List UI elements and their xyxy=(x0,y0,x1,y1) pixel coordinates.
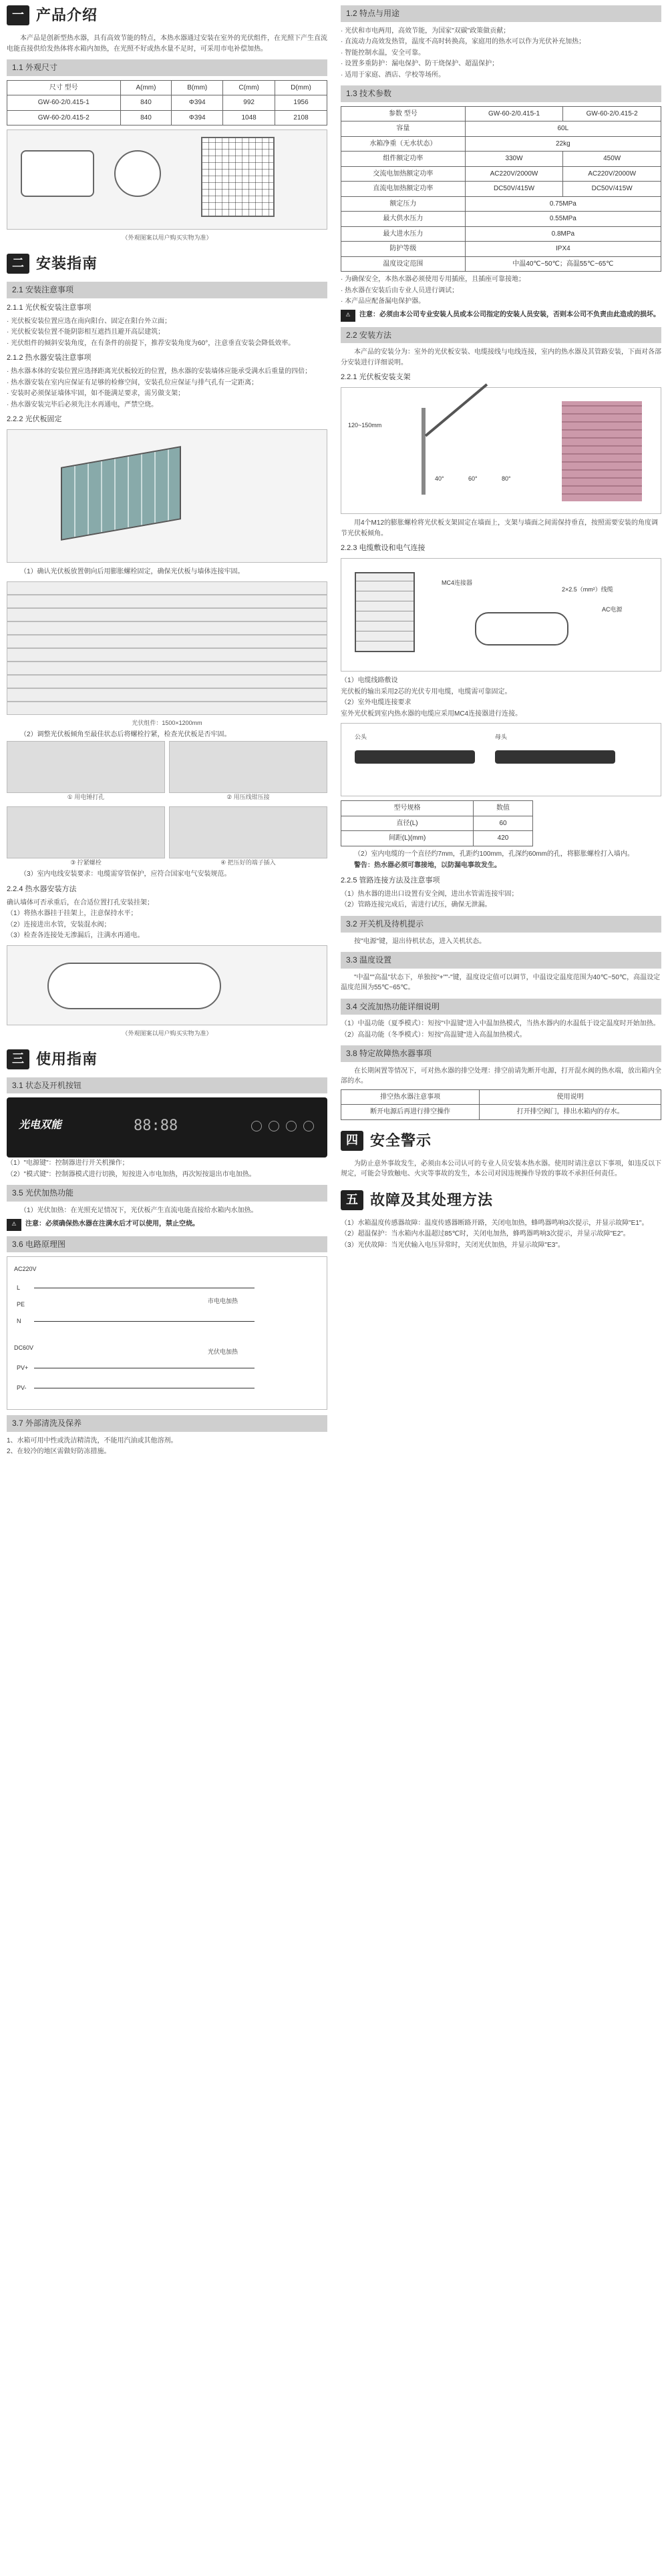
step-photo xyxy=(169,741,327,793)
list-item: （3）光伏故障：当光伏输入电压异常时，关闭光伏加热，并显示故障"E3"。 xyxy=(341,1241,564,1249)
section-2-1-1: 2.1.1 光伏板安装注意事项 xyxy=(7,303,92,312)
list-item: · 设置多重防护：漏电保护、防干烧保护、超温保护； xyxy=(341,60,499,68)
spec-table xyxy=(341,106,661,272)
table-row: 组件额定功率 330W 450W xyxy=(341,152,661,167)
pv-install-notes xyxy=(7,316,327,349)
connector-male-photo xyxy=(355,750,475,764)
section-1-3: 1.3 技术参数 xyxy=(341,85,661,102)
table-header: 排空热水器注意事项 xyxy=(341,1089,480,1105)
section-3-4: 3.4 交流加热功能详细说明 xyxy=(341,999,661,1015)
figure-caption: （外观图案以用户购买实物为准） xyxy=(122,1029,212,1037)
minus-button[interactable] xyxy=(303,1121,314,1131)
table-header: 型号规格 xyxy=(341,801,474,816)
list-item: （2）超温保护：当水箱内水温超过85℃时，关闭电加热，蜂鸣器鸣响3次提示，并显示故障"E2"。 xyxy=(341,1230,630,1238)
step-photo xyxy=(7,741,165,793)
ac-heat-notes xyxy=(341,1019,661,1040)
table-row: 额定压力 0.75MPa xyxy=(341,196,661,212)
indoor-cable-text: （3）室内电线安装要求：电缆需穿管保护，应符合国家电气安装规范。 xyxy=(20,870,231,878)
table-header: C(mm) xyxy=(223,80,275,95)
table-row: 断开电源后再进行排空操作 打开排空阀门，排出水箱内的存水。 xyxy=(341,1105,661,1120)
list-item: · 光伏和市电两用，高效节能，为国家"双碳"政策做贡献； xyxy=(341,27,510,35)
panel-angle-line xyxy=(425,384,488,437)
list-item: · 光伏板安装位置应选在南向阳台、固定在阳台外立面； xyxy=(7,317,172,325)
section-1-1: 1.1 外观尺寸 xyxy=(7,59,327,76)
dimension-table xyxy=(7,80,327,126)
list-item: · 热水器本体的安装位置应选择距离光伏板较近的位置，热水器的安装墙体应能承受满水后重量的四倍； xyxy=(7,368,312,376)
table-header: GW-60-2/0.415-2 xyxy=(563,106,661,121)
table-row: 温度设定范围 中温40℃~50℃；高温55℃~65℃ xyxy=(341,256,661,272)
table-row: 间距(L)(mm) 420 xyxy=(341,831,533,846)
section-three-icon: 三 xyxy=(7,1049,29,1069)
list-item: · 本产品应配备漏电保护器。 xyxy=(341,298,426,306)
table-row: 最大进水压力 0.8MPa xyxy=(341,226,661,242)
panel-brand: 光电双能 xyxy=(19,1119,62,1131)
pv-grid-figure xyxy=(7,581,327,715)
table-header: A(mm) xyxy=(120,80,172,95)
drain-text: 在长期闲置等情况下，可对热水器的排空处理：排空前请先断开电源，打开混水阀的热水端，放出箱内全部的水。 xyxy=(341,1067,661,1085)
warning-box: ⚠ 注意：必须由本公司专业安装人员或本公司指定的安装人员安装，否则本公司不负责由此造成的损坏。 xyxy=(341,310,661,322)
section-3-1: 3.1 状态及开机按钮 xyxy=(7,1077,327,1094)
table-header: 使用说明 xyxy=(480,1089,661,1105)
safety-title: 四 安全警示 xyxy=(341,1129,661,1152)
step-caption: ② 用压线钳压接 xyxy=(226,794,270,801)
pv-panel-drawing xyxy=(355,572,415,652)
ground-warning: 警告：热水器必须可靠接地，以防漏电事故发生。 xyxy=(354,862,501,870)
pipe-notes xyxy=(341,889,661,911)
section-2-2-5: 2.2.5 管路连接方法及注意事项 xyxy=(341,876,440,884)
right-column xyxy=(341,0,661,1251)
pv-adjust-text: （2）调整光伏板倾角至最佳状态后将螺栓拧紧，检查光伏板是否牢固。 xyxy=(20,730,231,738)
table-header: D(mm) xyxy=(275,80,327,95)
warning-icon: ⚠ xyxy=(341,310,355,322)
table-row: GW-60-2/0.415-2 840 Φ394 1048 2108 xyxy=(7,110,327,125)
temp-text: "中温""高温"状态下，单独按"+""-"键，温度设定值可以调节，中温设定温度范围为40℃~50℃，高温设定温度范围为55℃~65℃。 xyxy=(341,973,661,992)
warning-box: ⚠ 注意：必须确保热水器在注满水后才可以使用，禁止空烧。 xyxy=(7,1219,327,1231)
table-header: 数值 xyxy=(474,801,533,816)
list-item: 光伏板的输出采用2芯的光伏专用电缆，电缆需可靠固定。 xyxy=(341,688,512,696)
list-item: 2、在较冷的地区需做好防冻措施。 xyxy=(7,1448,111,1456)
plus-button[interactable] xyxy=(286,1121,297,1131)
step-photo xyxy=(7,806,165,858)
section-2-2: 2.2 安装方法 xyxy=(341,327,661,344)
install-method-text: 本产品的安装分为：室外的光伏板安装、电缆接线与电线连接，室内的热水器及其管路安装，下面对各部分安装进行详细说明。 xyxy=(341,348,661,366)
dimension-figure xyxy=(7,130,327,230)
table-header: 参数 型号 xyxy=(341,106,466,121)
section-3-5: 3.5 光伏加热功能 xyxy=(7,1185,327,1202)
section-2-1-2: 2.1.2 热水器安装注意事项 xyxy=(7,354,92,362)
list-item: 室外光伏板到室内热水器的电缆应采用MC4连接器进行连接。 xyxy=(341,710,522,718)
mode-button[interactable] xyxy=(269,1121,279,1131)
heater-drawing xyxy=(47,963,221,1009)
heater-figure xyxy=(7,945,327,1025)
section-2-2-3: 2.2.3 电缆敷设和电气连接 xyxy=(341,544,426,553)
section-2-2-1: 2.2.1 光伏板安装支架 xyxy=(341,373,411,382)
wiring-figure: MC4连接器 2×2.5（mm²）线缆 AC电源 xyxy=(341,558,661,672)
table-header: B(mm) xyxy=(172,80,223,95)
section-2-1: 2.1 安装注意事项 xyxy=(7,282,327,298)
pv-heat-text: （1）光伏加热：在光照充足情况下，光伏板产生直流电能直接给水箱内水加热。 xyxy=(20,1207,258,1215)
section-3-8: 3.8 特定故障热水器事项 xyxy=(341,1045,661,1062)
heater-install-steps xyxy=(7,898,327,941)
list-item: · 智能控制水温，安全可靠。 xyxy=(341,49,426,57)
section-3-7: 3.7 外部清洗及保养 xyxy=(7,1415,327,1432)
list-item: · 热水器在安装后由专业人员进行调试； xyxy=(341,286,459,294)
list-item: 1、水箱可用中性或洗洁精清洗，不能用汽油或其他溶剂。 xyxy=(7,1437,178,1445)
table-row: 水箱净重（无水状态） 22kg xyxy=(341,136,661,152)
section-3-3: 3.3 温度设置 xyxy=(341,952,661,969)
circuit-diagram: AC220V L PE N DC60V PV+ PV- 光伏电加热 市电电加热 xyxy=(7,1256,327,1410)
list-item: · 光伏板安装位置不能阴影相互遮挡且避开高层建筑； xyxy=(7,328,165,336)
step-caption: ① 用电锤打孔 xyxy=(67,794,105,801)
table-row: 交流电加热额定功率 AC220V/2000W AC220V/2000W xyxy=(341,166,661,182)
maintenance-notes xyxy=(7,1436,327,1457)
indoor-text: （2）室内电缆的一个直径约7mm，孔距约100mm，孔深约60mm的孔，将膨胀螺栓打入墙内。 xyxy=(354,850,634,858)
section-3-2: 3.2 开关机及待机提示 xyxy=(341,916,661,933)
step-caption: ④ 把压好的端子插入 xyxy=(220,859,276,866)
list-item: （2）室外电缆连接要求 xyxy=(341,699,411,707)
list-item: · 热水器安装在室内应保证有足够的检修空间，安装孔位应保证与排气孔有一定距离； xyxy=(7,378,259,387)
table-header: GW-60-2/0.415-1 xyxy=(465,106,563,121)
control-panel xyxy=(7,1097,327,1157)
bracket-text: 用4个M12的膨胀螺栓将光伏板支架固定在墙面上，支架与墙面之间需保持垂直，按照需要安装的角度调节光伏板倾角。 xyxy=(341,519,659,537)
install-steps xyxy=(7,741,327,868)
list-item: （2）管路连接完成后，需进行试压，确保无泄漏。 xyxy=(341,901,492,909)
grid-caption: 光伏组件：1500×1200mm xyxy=(132,719,202,726)
heater-install-notes xyxy=(7,366,327,410)
section-3-6: 3.6 电路原理图 xyxy=(7,1236,327,1253)
section-two-icon: 二 xyxy=(7,254,29,274)
install-title: 二 安装指南 xyxy=(7,252,327,275)
list-item: （3）检查各连接处无渗漏后，注满水再通电。 xyxy=(7,932,144,940)
table-row: 直径(L) 60 xyxy=(341,816,533,831)
warning-icon: ⚠ xyxy=(7,1219,21,1231)
section-1-2: 1.2 特点与用途 xyxy=(341,5,661,22)
heater-front-drawing xyxy=(21,150,94,197)
panel-notes xyxy=(7,1158,327,1180)
table-header: 尺寸 型号 xyxy=(7,80,121,95)
list-item: （2）连接进出水管，安装混水阀； xyxy=(7,921,111,929)
list-item: · 光伏组件的倾斜安装角度，在有条件的前提下，推荐安装角度为60°，注意垂直安装会降低效率。 xyxy=(7,339,295,347)
usage-title: 三 使用指南 xyxy=(7,1048,327,1071)
section-2-2-4: 2.2.4 热水器安装方法 xyxy=(7,884,77,893)
step-photo xyxy=(169,806,327,858)
figure-caption: （外观图案以用户购买实物为准） xyxy=(122,234,212,242)
spec-notes xyxy=(341,274,661,307)
table-row: 直流电加热额定功率 DC50V/415W DC50V/415W xyxy=(341,182,661,197)
table-row: 防护等级 IPX4 xyxy=(341,242,661,257)
pv-mount-text: （1）确认光伏板放置朝向后用膨胀螺栓固定，确保光伏板与墙体连接牢固。 xyxy=(20,568,244,576)
list-item: （1）水箱温度传感器故障：温度传感器断路开路，关闭电加热，蜂鸣器鸣响3次提示，并显示故障"E1"。 xyxy=(341,1219,649,1227)
hole-spec-table xyxy=(341,800,533,846)
section-one-icon: 一 xyxy=(7,5,29,25)
list-item: · 适用于家庭、酒店、学校等场所。 xyxy=(341,71,446,79)
list-item: · 热水器安装完毕后必须先注水再通电，严禁空烧。 xyxy=(7,401,158,409)
pv-mount-figure xyxy=(7,429,327,563)
intro-text: 本产品是创新型热水器，具有高效节能的特点，本热水器通过安装在室外的光伏组件，在光照下产生直流电能直接供给发热体将水箱内加热，在光照不好或热水量不足时，可采用市电补偿加热。 xyxy=(7,35,327,53)
fault-list xyxy=(341,1218,661,1251)
list-item: （2）"模式键"：控制器模式进行切换，短按进入市电加热，再次短按退出市电加热。 xyxy=(7,1170,256,1178)
product-title: 一 产品介绍 xyxy=(7,4,327,27)
section-five-icon: 五 xyxy=(341,1190,363,1210)
list-item: （1）"电源键"：控制器进行开关机操作； xyxy=(7,1160,129,1168)
pv-panel-photo xyxy=(61,447,181,541)
wire xyxy=(34,1321,255,1322)
brick-wall xyxy=(562,401,642,501)
left-column xyxy=(7,0,327,1458)
table-row: GW-60-2/0.415-1 840 Φ394 992 1956 xyxy=(7,95,327,111)
list-item: （1）热水器的进出口设置有安全阀，进出水管需连接牢固； xyxy=(341,890,518,898)
table-row: 容量 60L xyxy=(341,121,661,137)
list-item: （1）中温功能（夏季模式）：短按"中温键"进入中温加热模式，当热水器内的水温低于设定温度时开始加热。 xyxy=(341,1020,660,1028)
safety-text: 为防止意外事故发生，必须由本公司认可的专业人员安装本热水器。使用时请注意以下事项，如违反以下规定，可能会导致触电、火灾等事故的发生，本公司对因违规操作导致的事故不承担任何责任。 xyxy=(341,1160,661,1178)
section-2-2-2: 2.2.2 光伏板固定 xyxy=(7,415,62,424)
wiring-notes xyxy=(341,676,661,719)
wall-line xyxy=(422,408,426,495)
heater-drawing xyxy=(475,612,568,646)
list-item: · 安装时必须保证墙体牢固，如不能满足要求，需另做支架； xyxy=(7,390,185,398)
list-item: · 直流动力高效发热管，温度不高时转换高，家庭用的热水可以作为光伏补充加热； xyxy=(341,38,586,46)
heater-side-drawing xyxy=(114,150,161,197)
connector-figure: 公头 母头 xyxy=(341,723,661,796)
power-button[interactable] xyxy=(251,1121,262,1131)
fault-title: 五 故障及其处理方法 xyxy=(341,1189,661,1212)
bracket-figure: 120~150mm 40° 60° 80° xyxy=(341,387,661,514)
list-item: 确认墙体可否承重后，在合适位置打孔安装挂架； xyxy=(7,898,154,907)
list-item: （2）高温功能（冬季模式）：短按"高温键"进入高温加热模式。 xyxy=(341,1031,526,1039)
features-list xyxy=(341,26,661,81)
connector-female-photo xyxy=(495,750,615,764)
panel-display: 88:88 xyxy=(134,1117,178,1135)
table-row: 最大供水压力 0.55MPa xyxy=(341,212,661,227)
section-four-icon: 四 xyxy=(341,1131,363,1151)
onoff-text: 按"电源"键，退出待机状态，进入关机状态。 xyxy=(354,937,486,945)
pv-panel-drawing xyxy=(201,137,275,217)
drain-table xyxy=(341,1089,661,1120)
step-caption: ③ 拧紧螺栓 xyxy=(70,859,102,866)
list-item: · 为确保安全，本热水器必须使用专用插座，且插座可靠接地； xyxy=(341,276,526,284)
list-item: （1）电缆线路敷设 xyxy=(341,677,398,685)
list-item: （1）将热水器挂于挂架上，注意保持水平； xyxy=(7,910,138,918)
